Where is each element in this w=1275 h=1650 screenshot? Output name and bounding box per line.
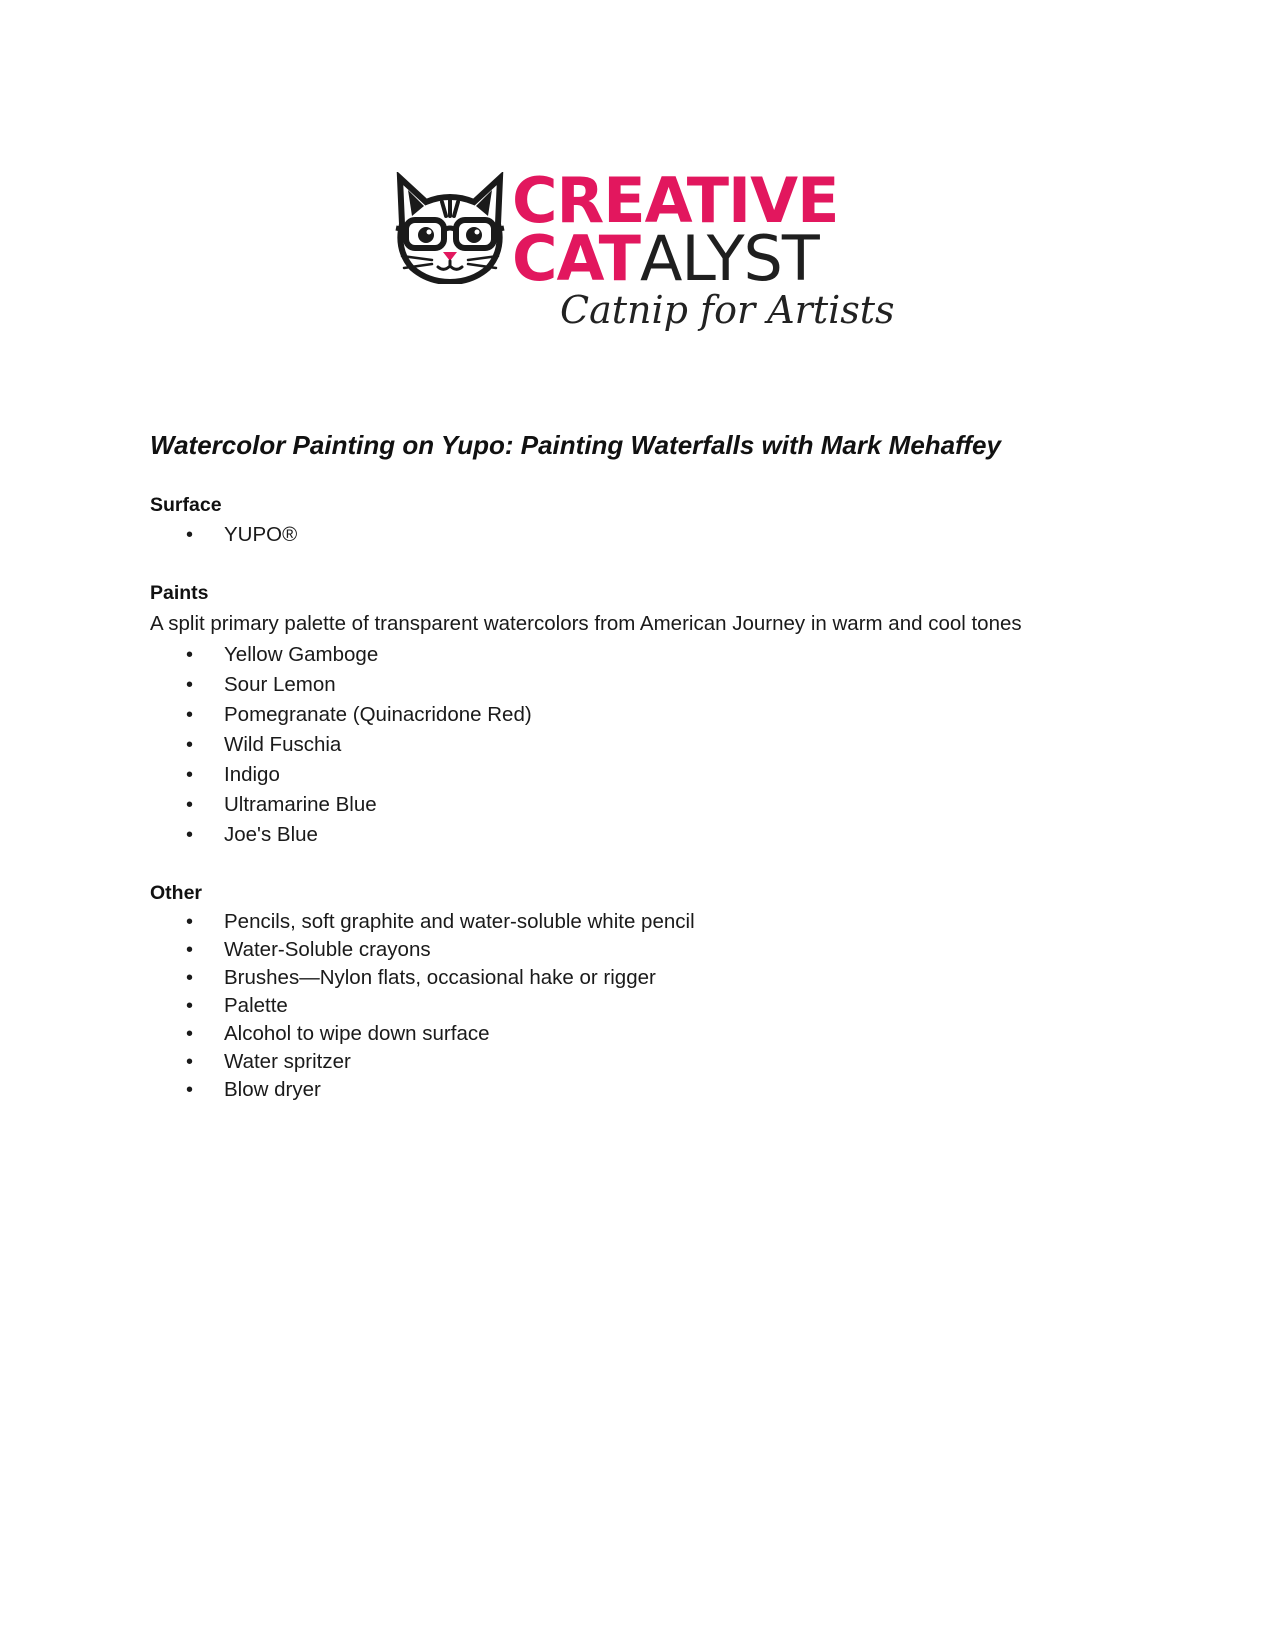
- logo-word-catalyst: [512, 222, 819, 295]
- paints-intro: A split primary palette of transparent watercolors from American Journey in warm and cool tones: [150, 612, 1022, 635]
- logo-tagline: Catnip for Artists: [560, 288, 895, 332]
- other-list: [150, 908, 1150, 1104]
- section-surface: [150, 492, 1150, 550]
- section-heading-other: Other: [150, 882, 203, 904]
- logo-word-creative: CREATIVE: [512, 164, 839, 237]
- list-item: • Palette: [150, 992, 1150, 1020]
- section-paints: [150, 580, 1150, 850]
- cat-with-glasses-icon: [392, 172, 508, 284]
- creative-catalyst-logo: [392, 164, 895, 343]
- supply-list-document: [150, 428, 1150, 1104]
- list-item: • Blow dryer: [150, 1076, 1150, 1104]
- paints-list: [150, 640, 1150, 850]
- list-item: • YUPO®: [150, 520, 1150, 550]
- logo-word-cat: CAT: [512, 222, 640, 295]
- list-item: • Water-Soluble crayons: [150, 936, 1150, 964]
- list-item: • Yellow Gamboge: [150, 640, 1150, 670]
- list-item: • Ultramarine Blue: [150, 790, 1150, 820]
- logo-word-alyst: ALYST: [639, 222, 819, 295]
- list-item: • Indigo: [150, 760, 1150, 790]
- list-item: • Alcohol to wipe down surface: [150, 1020, 1150, 1048]
- list-item: • Sour Lemon: [150, 670, 1150, 700]
- list-item: • Brushes—Nylon flats, occasional hake or rigger: [150, 964, 1150, 992]
- document-title: Watercolor Painting on Yupo: Painting Waterfalls with Mark Mehaffey: [150, 430, 1001, 460]
- list-item: • Joe's Blue: [150, 820, 1150, 850]
- section-other: [150, 880, 1150, 1104]
- list-item: • Water spritzer: [150, 1048, 1150, 1076]
- list-item: • Pomegranate (Quinacridone Red): [150, 700, 1150, 730]
- list-item: • Wild Fuschia: [150, 730, 1150, 760]
- surface-list: [150, 520, 1150, 550]
- list-item: • Pencils, soft graphite and water-soluble white pencil: [150, 908, 1150, 936]
- section-heading-paints: Paints: [150, 582, 209, 604]
- section-heading-surface: Surface: [150, 494, 222, 516]
